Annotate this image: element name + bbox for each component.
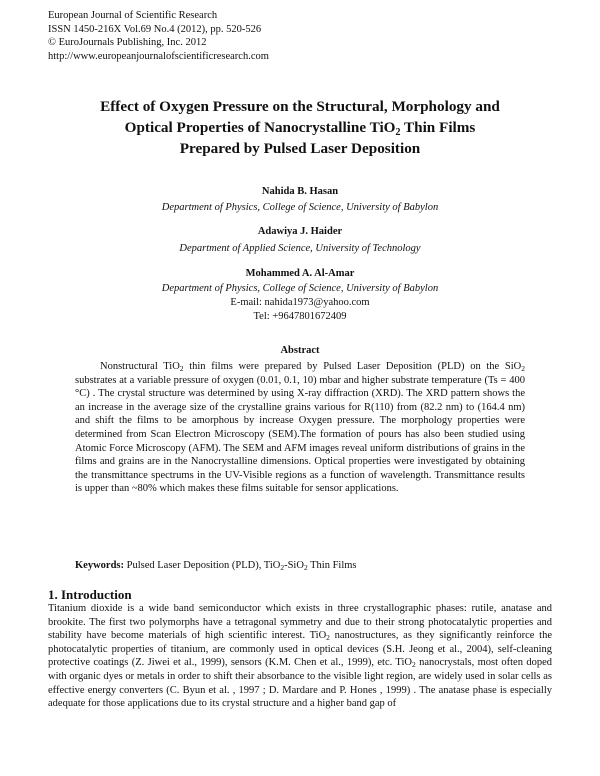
author-phone: Tel: +9647801672409 <box>253 311 347 322</box>
author-email[interactable]: E-mail: nahida1973@yahoo.com <box>230 297 370 308</box>
abstract-body <box>75 360 525 496</box>
author-name: Adawiya J. Haider <box>257 226 343 237</box>
paper-title <box>40 96 560 159</box>
keywords-label: Keywords: <box>75 560 124 571</box>
abstract-text-3: substrates at a variable pressure of oxygen (0.01, 0.1, 10) mbar and higher substrate temperature (Ts = 400 °C) . The crystal structure was determined by using X-ray diffraction (XRD). The XRD pattern shows the an increase in the average size of the crystalline grains various for R(110) from (82.2 nm) to (164.4 nm) and shift the films to be amorphous by increase Oxygen pressure. The morphology properties were determined from Scan Electron Microscopy (SEM).The formation of pours has also been studied using Atomic Force Microscopy (AFM). The SEM and AFM images reveal uniform distributions of grains in the films and grains are in the Nanocrystalline dimensions. Optical properties were investigated by obtaining the transmittance spectrums in the UV-Visible regions as a function of wavelength. Transmittance results is upper than ~80% which makes these films suitable for sensor applications. <box>75 374 525 495</box>
journal-url[interactable]: http://www.europeanjournalofscientificresearch.com <box>48 50 269 62</box>
keywords-text-2: -SiO <box>284 560 304 571</box>
intro-subscript-2: 2 <box>411 660 416 670</box>
keywords-subscript-1: 2 <box>280 563 285 572</box>
title-subscript: 2 <box>395 127 401 138</box>
title-line-1: Effect of Oxygen Pressure on the Structural, Morphology and <box>100 98 500 115</box>
title-line-2 <box>40 117 560 138</box>
keywords-text-1: Pulsed Laser Deposition (PLD), TiO <box>124 560 281 571</box>
intro-text-3: nanocrystals, most often doped with organic dyes or metals in order to shift their absorbance to the visible light region, are widely used in solar cells as effective energy converters (C. Byun et al. , 1997 ; D. Mardare and P. Hones , 1999) . The anatase phase is especially adequate for those applications due to its crystal structure and a higher band gap of <box>48 657 553 710</box>
journal-name: European Journal of Scientific Research <box>48 10 218 21</box>
abstract-subscript-2: 2 <box>521 364 525 373</box>
keywords-subscript-2: 2 <box>303 563 308 572</box>
copyright-line: © EuroJournals Publishing, Inc. 2012 <box>48 37 207 49</box>
intro-text-2: nanostructures, as they significantly reinforce the photocatalytic properties of titanium, are commonly used in optical devices (S.H. Jeong et al., 2004), self-cleaning protective coatings (Z. Jiwei et al., 1999), sensors (K.M. Chen et al., 1999), etc. TiO <box>48 630 552 669</box>
introduction-paragraph <box>48 602 552 711</box>
abstract-subscript-1: 2 <box>179 364 184 373</box>
author-name: Nahida B. Hasan <box>261 186 339 197</box>
intro-text-1: Titanium dioxide is a wide band semiconductor which exists in three crystallographic phases: rutile, anatase and brookite. The first two polymorphs have a tetragonal symmetry and due to their strong photocatalytic properties and stability have become materials of high scientific interest. TiO <box>48 603 552 642</box>
keywords-text-3: Thin Films <box>307 560 357 571</box>
abstract-paragraph <box>75 360 525 496</box>
author-affiliation: Department of Physics, College of Science, University of Babylon <box>161 202 439 213</box>
abstract-heading: Abstract <box>280 345 320 356</box>
journal-header <box>48 9 269 63</box>
abstract-text-2: thin films were prepared by Pulsed Laser Deposition (PLD) on the SiO <box>183 361 522 372</box>
author-affiliation: Department of Applied Science, University of Technology <box>179 243 421 254</box>
author-name: Mohammed A. Al-Amar <box>245 268 355 279</box>
introduction-body <box>48 602 552 711</box>
title-line-3: Prepared by Pulsed Laser Deposition <box>179 140 421 157</box>
title-line-2-text: Optical Properties of Nanocrystalline TiO <box>124 119 396 136</box>
section-heading: 1. Introduction <box>48 587 132 602</box>
issn-line: ISSN 1450-216X Vol.69 No.4 (2012), pp. 520-526 <box>48 23 262 35</box>
intro-subscript-1: 2 <box>326 633 330 643</box>
abstract-text-1: Nonstructural TiO <box>100 361 180 372</box>
keywords-line <box>75 560 525 571</box>
author-affiliation: Department of Physics, College of Science, University of Babylon <box>161 283 439 294</box>
title-line-2-tail: Thin Films <box>400 119 476 136</box>
